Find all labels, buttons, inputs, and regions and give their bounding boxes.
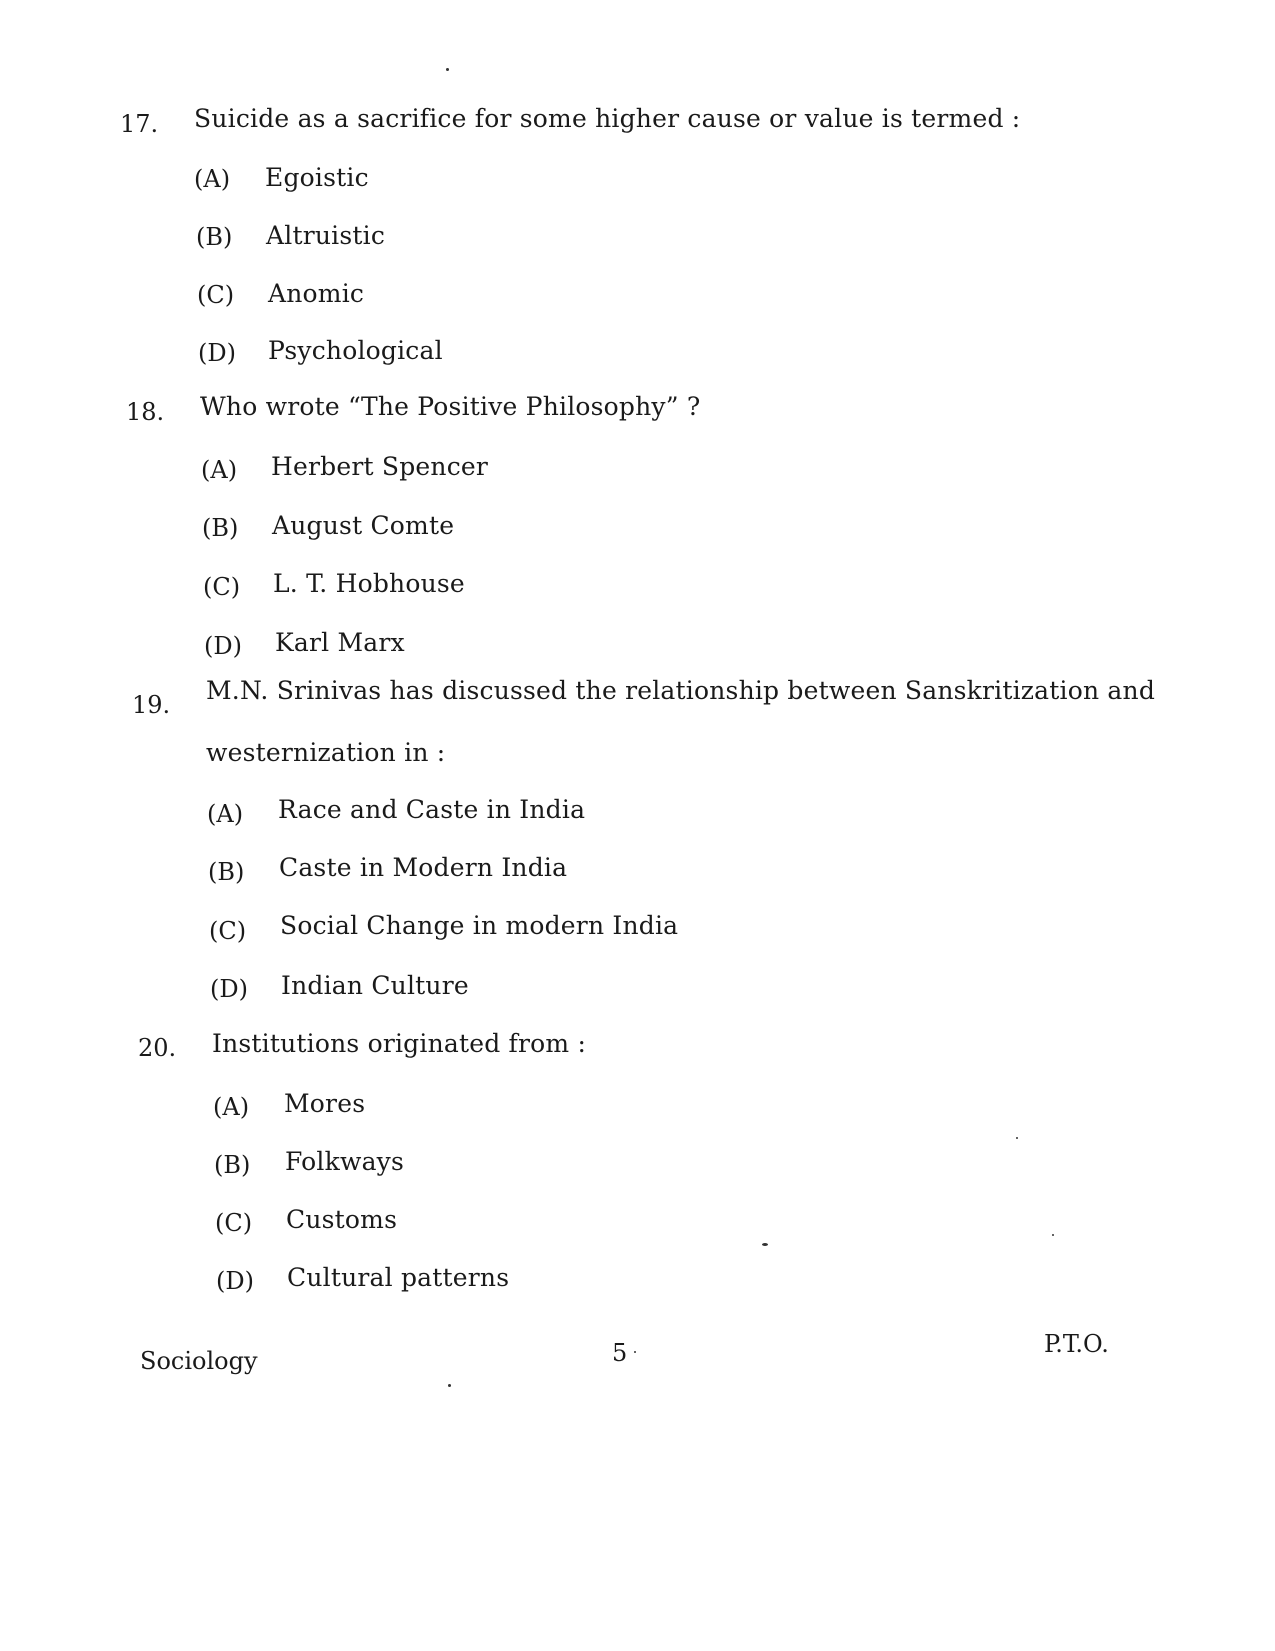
option-letter: (B) (202, 514, 239, 542)
option-text: August Comte (272, 511, 455, 540)
option-letter: (C) (197, 281, 235, 309)
question-text: Suicide as a sacrifice for some higher cause or value is termed : (194, 104, 1021, 133)
question-text: Who wrote “The Positive Philosophy” ? (200, 392, 701, 421)
option-text: Psychological (268, 336, 443, 365)
scan-speck (762, 1243, 768, 1246)
scan-speck (634, 1351, 636, 1353)
footer-subject: Sociology (140, 1347, 258, 1375)
option-letter: (B) (196, 223, 233, 251)
option-text: Customs (286, 1205, 398, 1234)
question-text-line-1: M.N. Srinivas has discussed the relationship between Sanskritization and (206, 676, 1156, 705)
option-text: Herbert Spencer (271, 452, 489, 481)
option-letter: (A) (207, 800, 244, 828)
scan-speck (1052, 1234, 1054, 1236)
option-letter: (D) (198, 339, 236, 367)
option-letter: (C) (215, 1209, 253, 1237)
option-text: Cultural patterns (287, 1263, 510, 1292)
option-letter: (D) (204, 632, 242, 660)
option-letter: (B) (214, 1151, 251, 1179)
option-text: Folkways (285, 1147, 405, 1176)
option-letter: (A) (213, 1093, 250, 1121)
question-number: 19. (132, 691, 171, 719)
option-text: Mores (284, 1089, 366, 1118)
option-letter: (A) (194, 165, 231, 193)
option-letter: (B) (208, 858, 245, 886)
scan-speck (448, 1384, 451, 1387)
option-text: Altruistic (266, 221, 386, 250)
option-letter: (D) (216, 1267, 254, 1295)
option-text: Egoistic (265, 163, 369, 192)
footer-page-number: 5 (612, 1339, 628, 1367)
question-text-line-2: westernization in : (206, 738, 446, 767)
footer-pto: P.T.O. (1044, 1330, 1109, 1358)
option-text: Anomic (268, 279, 365, 308)
option-text: Race and Caste in India (278, 795, 586, 824)
scan-speck (1016, 1137, 1018, 1139)
question-number: 17. (120, 110, 159, 138)
option-text: Indian Culture (281, 971, 469, 1000)
scan-speck (446, 68, 449, 71)
option-letter: (C) (203, 573, 241, 601)
option-text: L. T. Hobhouse (273, 569, 465, 598)
option-letter: (A) (201, 456, 238, 484)
option-text: Social Change in modern India (280, 911, 679, 940)
question-number: 18. (126, 398, 165, 426)
option-text: Caste in Modern India (279, 853, 568, 882)
option-letter: (C) (209, 917, 247, 945)
question-number: 20. (138, 1034, 177, 1062)
option-letter: (D) (210, 975, 248, 1003)
question-text: Institutions originated from : (212, 1029, 587, 1058)
option-text: Karl Marx (275, 628, 405, 657)
